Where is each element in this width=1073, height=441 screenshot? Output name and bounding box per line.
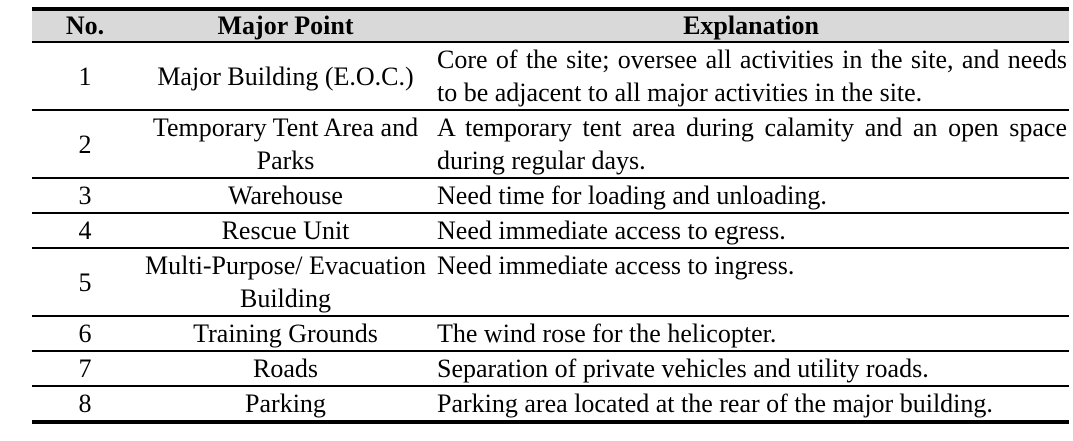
row-explanation: Need immediate access to egress. <box>437 216 786 245</box>
row-major-point: Parking <box>245 389 326 418</box>
table-row <box>32 351 1069 386</box>
row-explanation: Need time for loading and unloading. <box>437 181 827 210</box>
row-major-point: Warehouse <box>228 181 343 210</box>
row-explanation: Core of the site; oversee all activities in the site, and needs to be adjacent to all major activities in the site. <box>437 45 1067 107</box>
table-row <box>32 110 1069 178</box>
header-no: No. <box>65 11 105 40</box>
row-major-point: Temporary Tent Area and Parks <box>152 113 419 175</box>
row-explanation: The wind rose for the helicopter. <box>437 319 777 348</box>
row-number: 4 <box>78 216 92 245</box>
row-major-point: Multi-Purpose/ Evacuation Building <box>145 251 426 313</box>
row-number: 1 <box>78 61 92 91</box>
row-explanation: A temporary tent area during calamity and an open space during regular days. <box>437 113 1067 175</box>
row-number: 8 <box>78 389 92 418</box>
row-explanation: Need immediate access to ingress. <box>437 251 795 280</box>
row-explanation: Parking area located at the rear of the major building. <box>437 389 993 418</box>
table-row <box>32 42 1069 110</box>
row-major-point: Rescue Unit <box>221 216 350 245</box>
row-number: 3 <box>78 181 92 210</box>
table-row <box>32 386 1069 422</box>
row-explanation: Separation of private vehicles and utility roads. <box>437 354 929 383</box>
major-points-table-container <box>32 7 1069 424</box>
row-major-point: Roads <box>253 354 318 383</box>
row-number: 7 <box>78 354 92 383</box>
header-major-point: Major Point <box>217 11 354 40</box>
row-number: 2 <box>78 129 92 159</box>
row-major-point: Training Grounds <box>193 319 378 348</box>
table-row <box>32 213 1069 248</box>
header-explanation: Explanation <box>683 11 819 40</box>
table-header-row <box>32 9 1069 42</box>
row-number: 6 <box>78 319 92 348</box>
table-row <box>32 316 1069 351</box>
row-major-point: Major Building (E.O.C.) <box>157 61 414 91</box>
table-row <box>32 178 1069 213</box>
table-row <box>32 248 1069 316</box>
major-points-table <box>32 7 1069 424</box>
row-number: 5 <box>78 267 92 297</box>
